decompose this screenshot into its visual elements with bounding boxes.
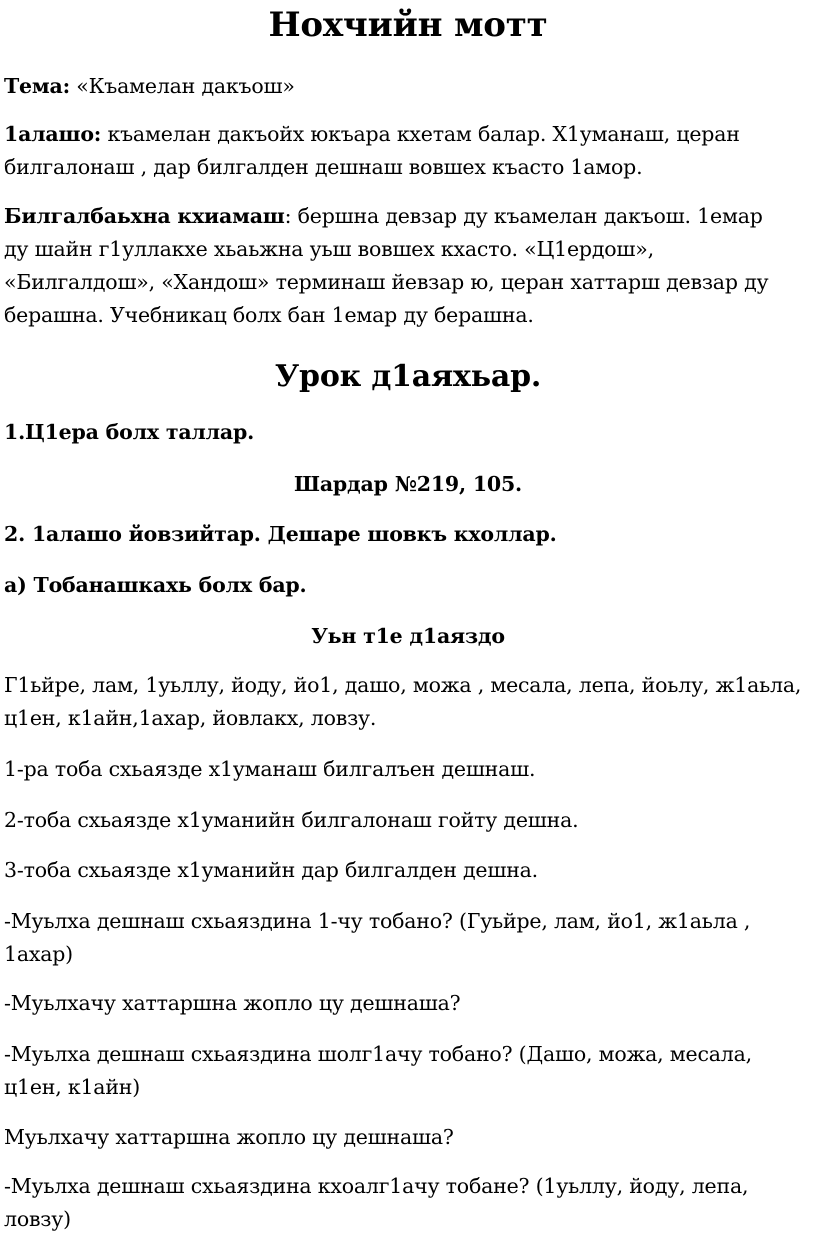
expected-text-1: : бершна девзар ду къамелан дакъош. 1емар	[284, 204, 763, 228]
homework: Шардар №219, 105.	[294, 472, 522, 496]
question-3-line-2: ц1ен, к1айн)	[4, 1075, 141, 1099]
document-title: Нохчийн мотт	[268, 5, 548, 45]
goal-text-1: къамелан дакъойх юкъара кхетам балар. Х1уманаш, церан	[101, 122, 740, 146]
question-4: Муьлхачу хаттаршна жопло цу дешнаша?	[4, 1125, 454, 1149]
question-2: -Муьлхачу хаттаршна жопло цу дешнаша?	[4, 991, 461, 1015]
group-2-task: 2-тоба схьаязде х1уманийн билгалонаш гойту дешна.	[4, 808, 579, 832]
step-a: а) Тобанашкахь болх бар.	[4, 573, 307, 597]
group-3-task: 3-тоба схьаязде х1уманийн дар билгалден дешна.	[4, 858, 538, 882]
question-3-line-1: -Муьлха дешнаш схьаяздина шолг1ачу тобано? (Дашо, можа, месала,	[4, 1042, 752, 1066]
question-5-line-1: -Муьлха дешнаш схьаяздина кхоалг1ачу тобане? (1уьллу, йоду, лепа,	[4, 1174, 749, 1198]
goal-line-2: билгалонаш , дар билгалден дешнаш вовшех къасто 1амор.	[4, 155, 643, 179]
expected-line-4: берашна. Учебникац болх бан 1емар ду берашна.	[4, 303, 534, 327]
step-2: 2. 1алашо йовзийтар. Дешаре шовкъ кхоллар.	[4, 522, 557, 546]
words-line-2: ц1ен, к1айн,1ахар, йовлакх, ловзу.	[4, 706, 377, 730]
group-1-task: 1-ра тоба схьаязде х1уманаш билгалъен дешнаш.	[4, 757, 536, 781]
goal-line-1	[4, 118, 812, 151]
theme-label: Тема:	[4, 74, 70, 98]
expected-label: Билгалбаьхна кхиамаш	[4, 204, 285, 228]
question-1-line-2: 1ахар)	[4, 942, 73, 966]
words-line-1: Г1ьйре, лам, 1уьллу, йоду, йо1, дашо, можа , месала, лепа, йоьлу, ж1аьла,	[4, 673, 802, 697]
subheading: Уьн т1е д1аяздо	[311, 624, 505, 648]
expected-line-2: ду шайн г1уллакхе хьаьжна уьш вовшех кхасто. «Ц1ердош»,	[4, 237, 654, 261]
step-1: 1.Ц1ера болх таллар.	[4, 420, 255, 444]
question-1-line-1: -Муьлха дешнаш схьаяздина 1-чу тобано? (Гуьйре, лам, йо1, ж1аьла ,	[4, 909, 751, 933]
lesson-heading: Урок д1аяхьар.	[274, 359, 542, 394]
question-5-line-2: ловзу)	[4, 1207, 71, 1231]
theme-line	[4, 70, 812, 103]
expected-line-3: «Билгалдош», «Хандош» терминаш йевзар ю, церан хаттарш девзар ду	[4, 270, 769, 294]
theme-value: «Къамелан дакъош»	[69, 74, 295, 98]
expected-line-1	[4, 200, 812, 233]
goal-label: 1алашо:	[4, 122, 102, 146]
